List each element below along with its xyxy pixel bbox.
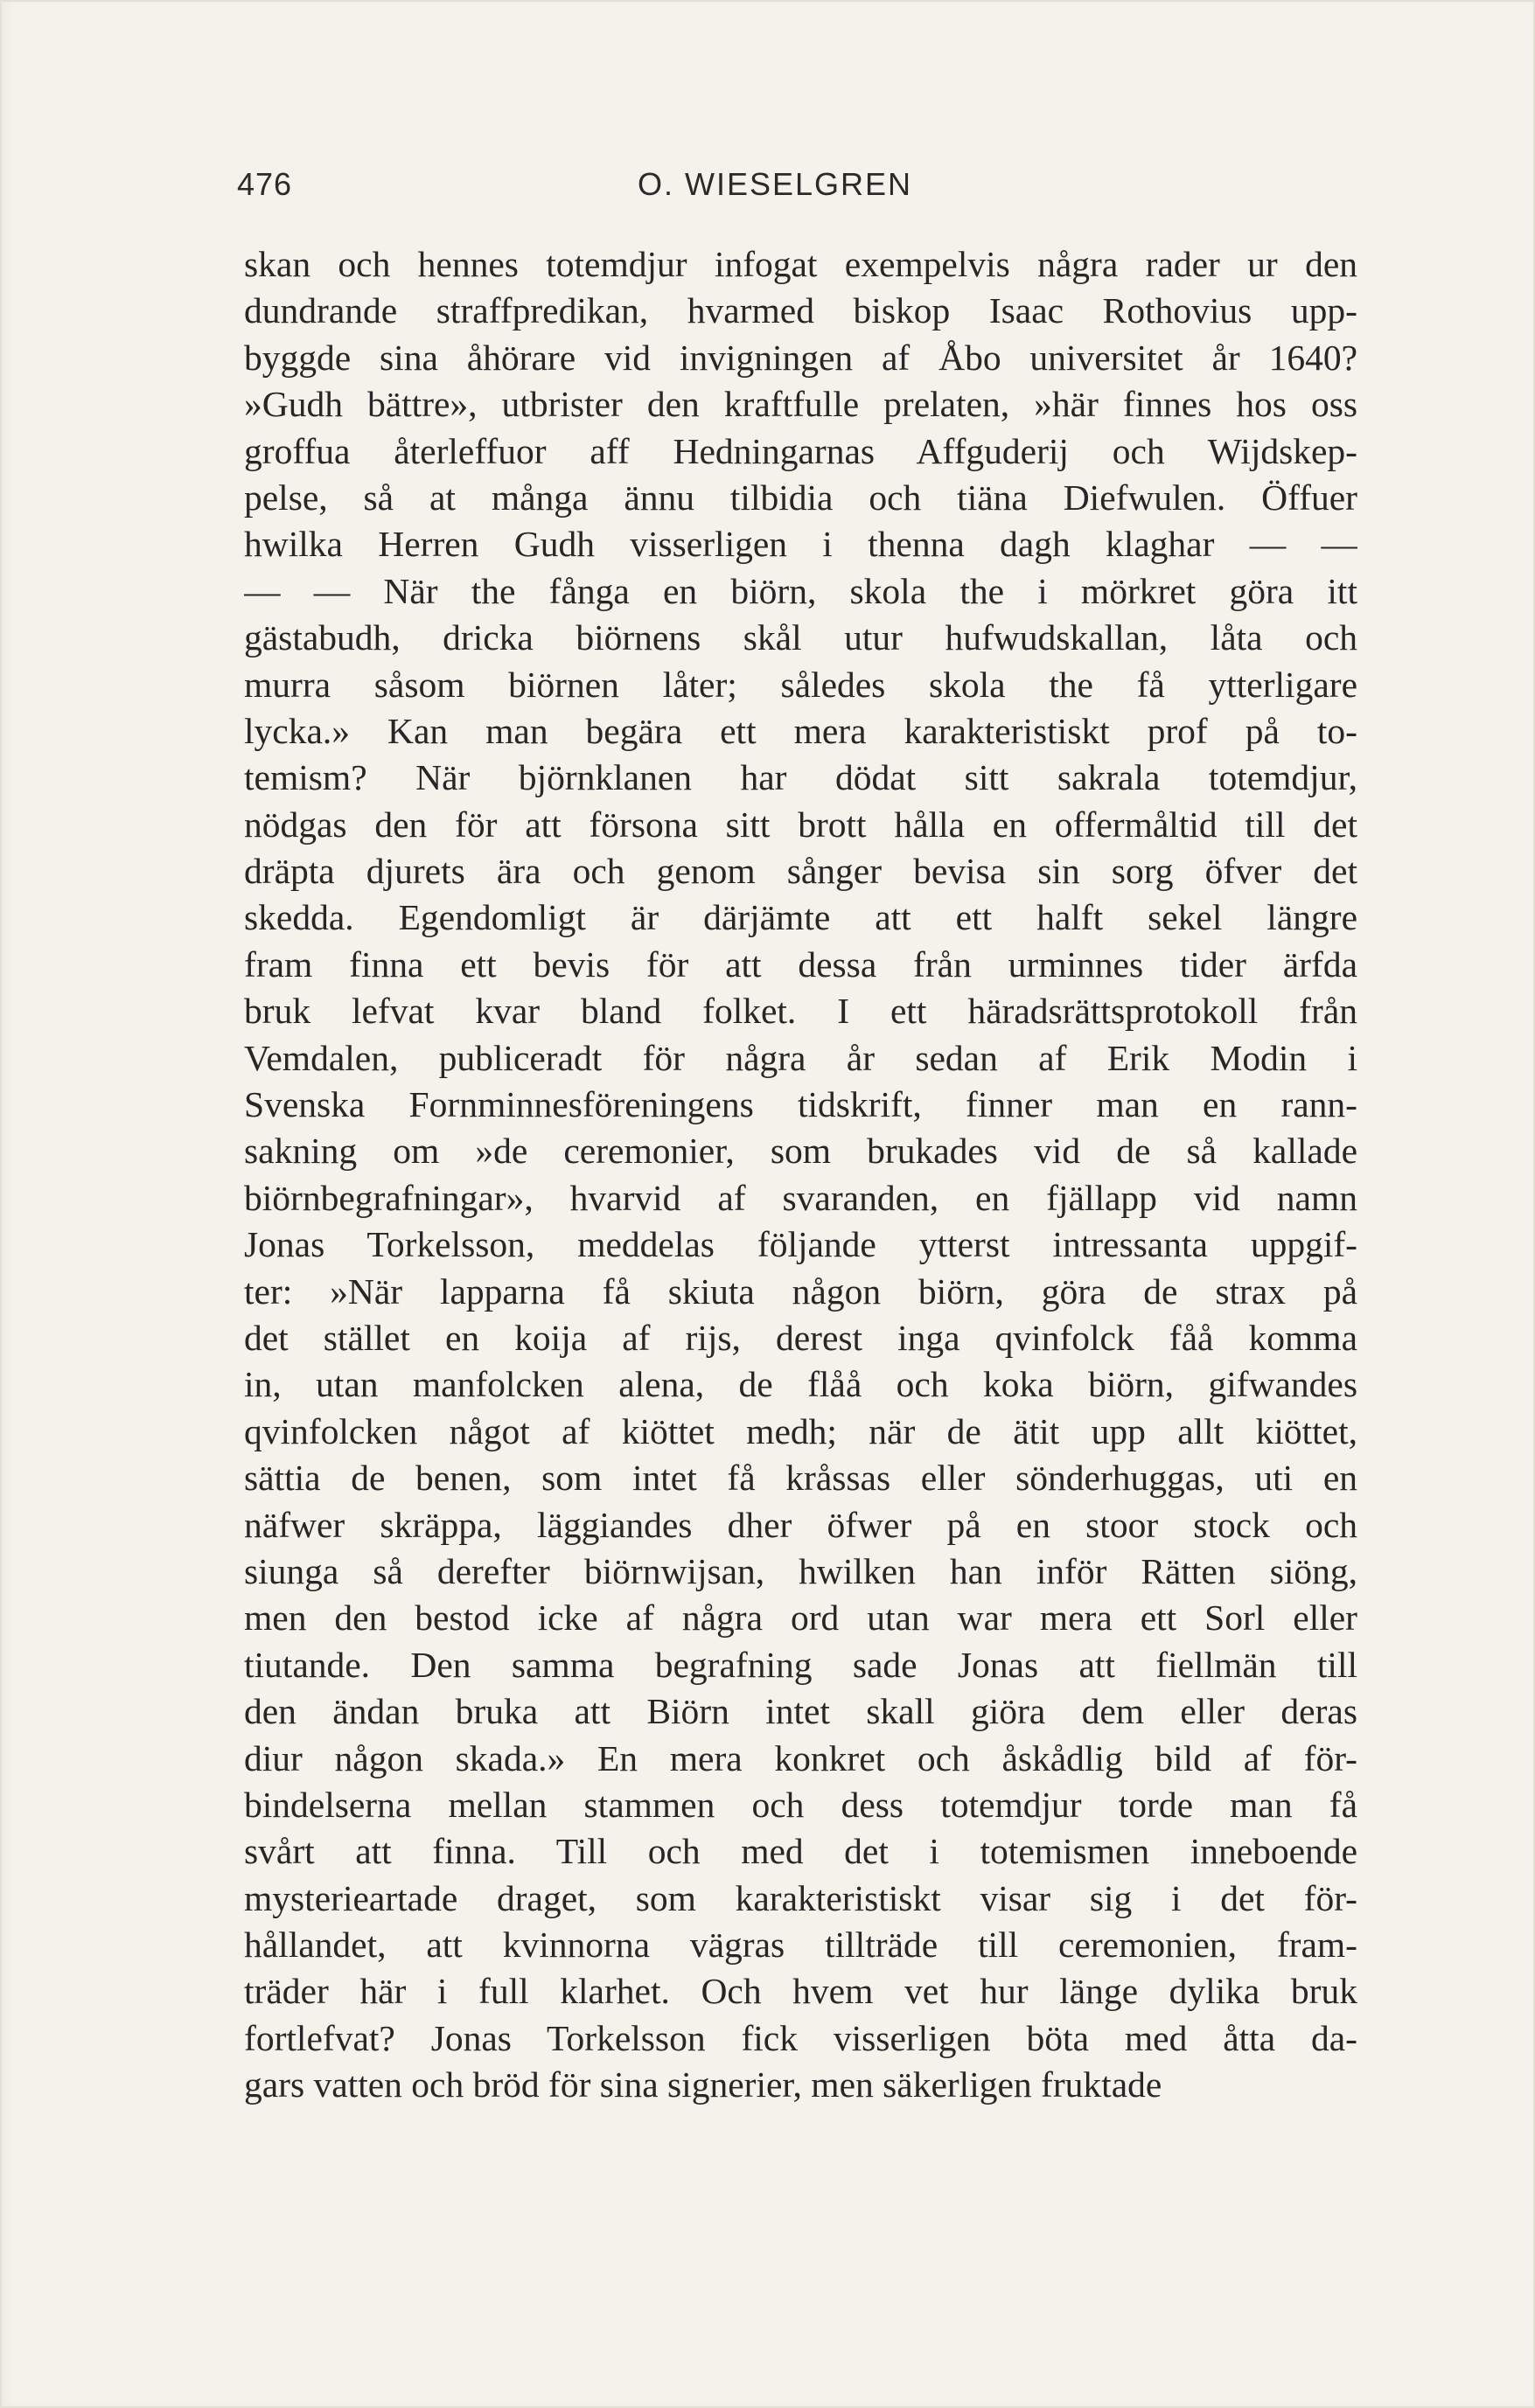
text-line: »Gudh bättre», utbrister den kraftfulle prelaten, »här finnes hos oss	[244, 384, 1357, 425]
text-line: skedda. Egendomligt är därjämte att ett halft sekel längre	[244, 897, 1357, 938]
text-line: — — När the fånga en biörn, skola the i mörkret göra itt	[244, 570, 1357, 611]
text-line: Jonas Torkelsson, meddelas följande ytterst intressanta uppgif-	[244, 1224, 1357, 1265]
text-line: Vemdalen, publiceradt för några år sedan af Erik Modin i	[244, 1037, 1357, 1078]
text-line: hwilka Herren Gudh visserligen i thenna dagh klaghar — —	[244, 524, 1357, 565]
text-line: in, utan manfolcken alena, de flåå och koka biörn, gifwandes	[244, 1364, 1357, 1405]
text-line: det stället en koija af rijs, derest inga qvinfolck fåå komma	[244, 1317, 1357, 1358]
text-line: bindelserna mellan stammen och dess totemdjur torde man få	[244, 1784, 1357, 1825]
text-line: fram finna ett bevis för att dessa från urminnes tider ärfda	[244, 943, 1357, 985]
text-line: diur någon skada.» En mera konkret och åskådlig bild af för-	[244, 1737, 1357, 1778]
text-line: qvinfolcken något af kiöttet medh; när de ätit upp allt kiöttet,	[244, 1410, 1357, 1451]
text-line: hållandet, att kvinnorna vägras tillträde till ceremonien, fram-	[244, 1924, 1357, 1966]
text-line: gästabudh, dricka biörnens skål utur hufwudskallan, låta och	[244, 617, 1357, 658]
text-line: sakning om »de ceremonier, som brukades vid de så kallade	[244, 1131, 1357, 1172]
text-line: temism? När björnklanen har dödat sitt sakrala totemdjur,	[244, 757, 1357, 798]
text-line: skan och hennes totemdjur infogat exempelvis några rader ur den	[244, 244, 1357, 284]
text-line: dräpta djurets ära och genom sånger bevisa sin sorg öfver det	[244, 851, 1357, 892]
text-line: sättia de benen, som intet få kråssas eller sönderhuggas, uti en	[244, 1458, 1357, 1499]
text-line: svårt att finna. Till och med det i totemismen inneboende	[244, 1831, 1357, 1872]
running-head: O. WIESELGREN	[638, 166, 913, 202]
text-line: den ändan bruka att Biörn intet skall giöra dem eller deras	[244, 1691, 1357, 1732]
text-line: näfwer skräppa, läggiandes dher öfwer på en stoor stock och	[244, 1504, 1357, 1545]
text-line: dundrande straffpredikan, hvarmed biskop Isaac Rothovius upp-	[244, 290, 1357, 331]
text-line: groffua återleffuor aff Hedningarnas Affguderij och Wijdskep-	[244, 430, 1357, 471]
text-line: Svenska Fornminnesföreningens tidskrift, finner man en rann-	[244, 1084, 1357, 1125]
text-line: träder här i full klarhet. Och hvem vet hur länge dylika bruk	[244, 1971, 1357, 2012]
text-line: lycka.» Kan man begära ett mera karakteristiskt prof på to-	[244, 710, 1357, 751]
text-line: pelse, så at många ännu tilbidia och tiäna Diefwulen. Öffuer	[244, 477, 1357, 518]
text-line: bruk lefvat kvar bland folket. I ett häradsrättsprotokoll från	[244, 991, 1357, 1032]
text-line: mysterieartade draget, som karakteristiskt visar sig i det för-	[244, 1877, 1357, 1918]
text-line: ter: »När lapparna få skiuta någon biörn, göra de strax på	[244, 1270, 1357, 1312]
text-line: tiutande. Den samma begrafning sade Jonas att fiellmän till	[244, 1644, 1357, 1685]
text-line: gars vatten och bröd för sina signerier, men säkerligen fruktade	[244, 2064, 1162, 2105]
page-header	[237, 166, 1374, 215]
text-line: byggde sina åhörare vid invigningen af Åbo universitet år 1640?	[244, 337, 1357, 378]
text-line: biörnbegrafningar», hvarvid af svaranden, en fjällapp vid namn	[244, 1177, 1357, 1218]
text-line: nödgas den för att försona sitt brott hålla en offermåltid till det	[244, 804, 1357, 845]
page-number: 476	[237, 166, 293, 202]
text-line: murra såsom biörnen låter; således skola the få ytterligare	[244, 664, 1357, 705]
text-line: siunga så derefter biörnwijsan, hwilken han inför Rätten siöng,	[244, 1550, 1357, 1591]
text-line: men den bestod icke af några ord utan war mera ett Sorl eller	[244, 1597, 1357, 1639]
body-text	[244, 241, 1357, 2109]
text-line: fortlefvat? Jonas Torkelsson fick visserligen böta med åtta da-	[244, 2017, 1357, 2058]
